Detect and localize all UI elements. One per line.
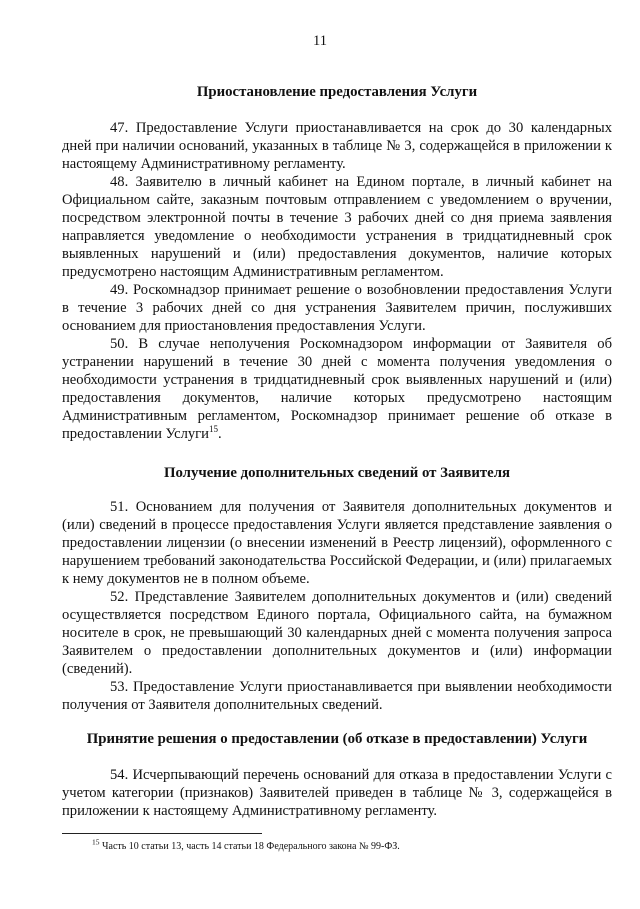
paragraph-47: 47. Предоставление Услуги приостанавливается на срок до 30 календарных дней при наличии оснований, указанных в таблице № 3, содержащейся в приложении к настоящему Административному регламенту.: [62, 120, 612, 172]
section-decision: [62, 730, 612, 748]
section-suspension-body: [62, 119, 612, 443]
section-suspension: [62, 83, 612, 101]
section-additional-info: [62, 464, 612, 482]
paragraph-50: 50. В случае неполучения Роскомнадзором информации от Заявителя об устранении нарушений в течение 30 дней с момента получения уведомления о необходимости устранения в тридцатидневный срок выявленных нарушений и (или) предоставления документов, наличие которых предусмотрено настоящим Административным регламентом, Роскомнадзор принимает решение об отказе в предоставлении Услуги$^{15}$.: [62, 336, 612, 442]
footnote-divider: [62, 833, 262, 834]
footnote: [92, 837, 400, 853]
paragraph-54: 54. Исчерпывающий перечень оснований для отказа в предоставлении Услуги с учетом категории (признаков) Заявителей приведен в таблице № 3, содержащейся в приложении к настоящему Административному регламенту.: [62, 767, 612, 819]
section-additional-info-body: [62, 498, 612, 714]
section-heading: Получение дополнительных сведений от Заявителя: [163, 465, 511, 481]
paragraph-50-text: 50. В случае неполучения Роскомнадзором информации от Заявителя об устранении нарушений в течение 30 дней с момента получения уведомления о необходимости устранения в тридцатидневный срок выявленных нарушений и (или) предоставления документов, наличие которых предусмотрено настоящим Административным регламентом, Роскомнадзор принимает решение об отказе в предоставлении Услуги: [62, 336, 612, 442]
page-number: 11: [313, 33, 327, 49]
paragraph-53: 53. Предоставление Услуги приостанавливается при выявлении необходимости получения от Заявителя дополнительных сведений.: [62, 679, 612, 713]
paragraph-52: 52. Представление Заявителем дополнительных документов и (или) сведений осуществляется посредством Единого портала, Официального сайта, на бумажном носителе в срок, не превышающий 30 календарных дней с момента получения запроса Заявителем о предоставлении дополнительных документов и (или) информации (сведений).: [62, 589, 612, 677]
footnote-mark: 15: [92, 837, 100, 847]
paragraph-48: 48. Заявителю в личный кабинет на Едином портале, в личный кабинет на Официальном сайте, заказным почтовым отправлением с уведомлением о вручении, посредством электронной почты в течение 3 рабочих дней со дня приема заявления направляется уведомление о необходимости устранения в тридцатидневный срок выявленных нарушений и (или) предоставления документов, наличие которых предусмотрено настоящим Административным регламентом.: [62, 174, 612, 280]
section-heading: Принятие решения о предоставлении (об отказе в предоставлении) Услуги: [86, 731, 588, 747]
section-heading: Приостановление предоставления Услуги: [196, 84, 478, 100]
paragraph-51: 51. Основанием для получения от Заявителя дополнительных документов и (или) сведений в процессе предоставления Услуги является представление заявления о предоставлении лицензии (о внесении изменений в Реестр лицензий), оформленного с нарушением требований законодательства Российской Федерации, и (или) прилагаемых к нему документов не в полном объеме.: [62, 499, 612, 587]
section-decision-body: [62, 766, 612, 820]
footnote-reference: 15: [208, 424, 218, 435]
footnote-text: Часть 10 статьи 13, часть 14 статьи 18 Федерального закона № 99-ФЗ.: [102, 841, 400, 852]
paragraph-49: 49. Роскомнадзор принимает решение о возобновлении предоставления Услуги в течение 3 рабочих дней со дня устранения Заявителем причин, послуживших основанием для приостановления предоставления Услуги.: [62, 282, 612, 334]
